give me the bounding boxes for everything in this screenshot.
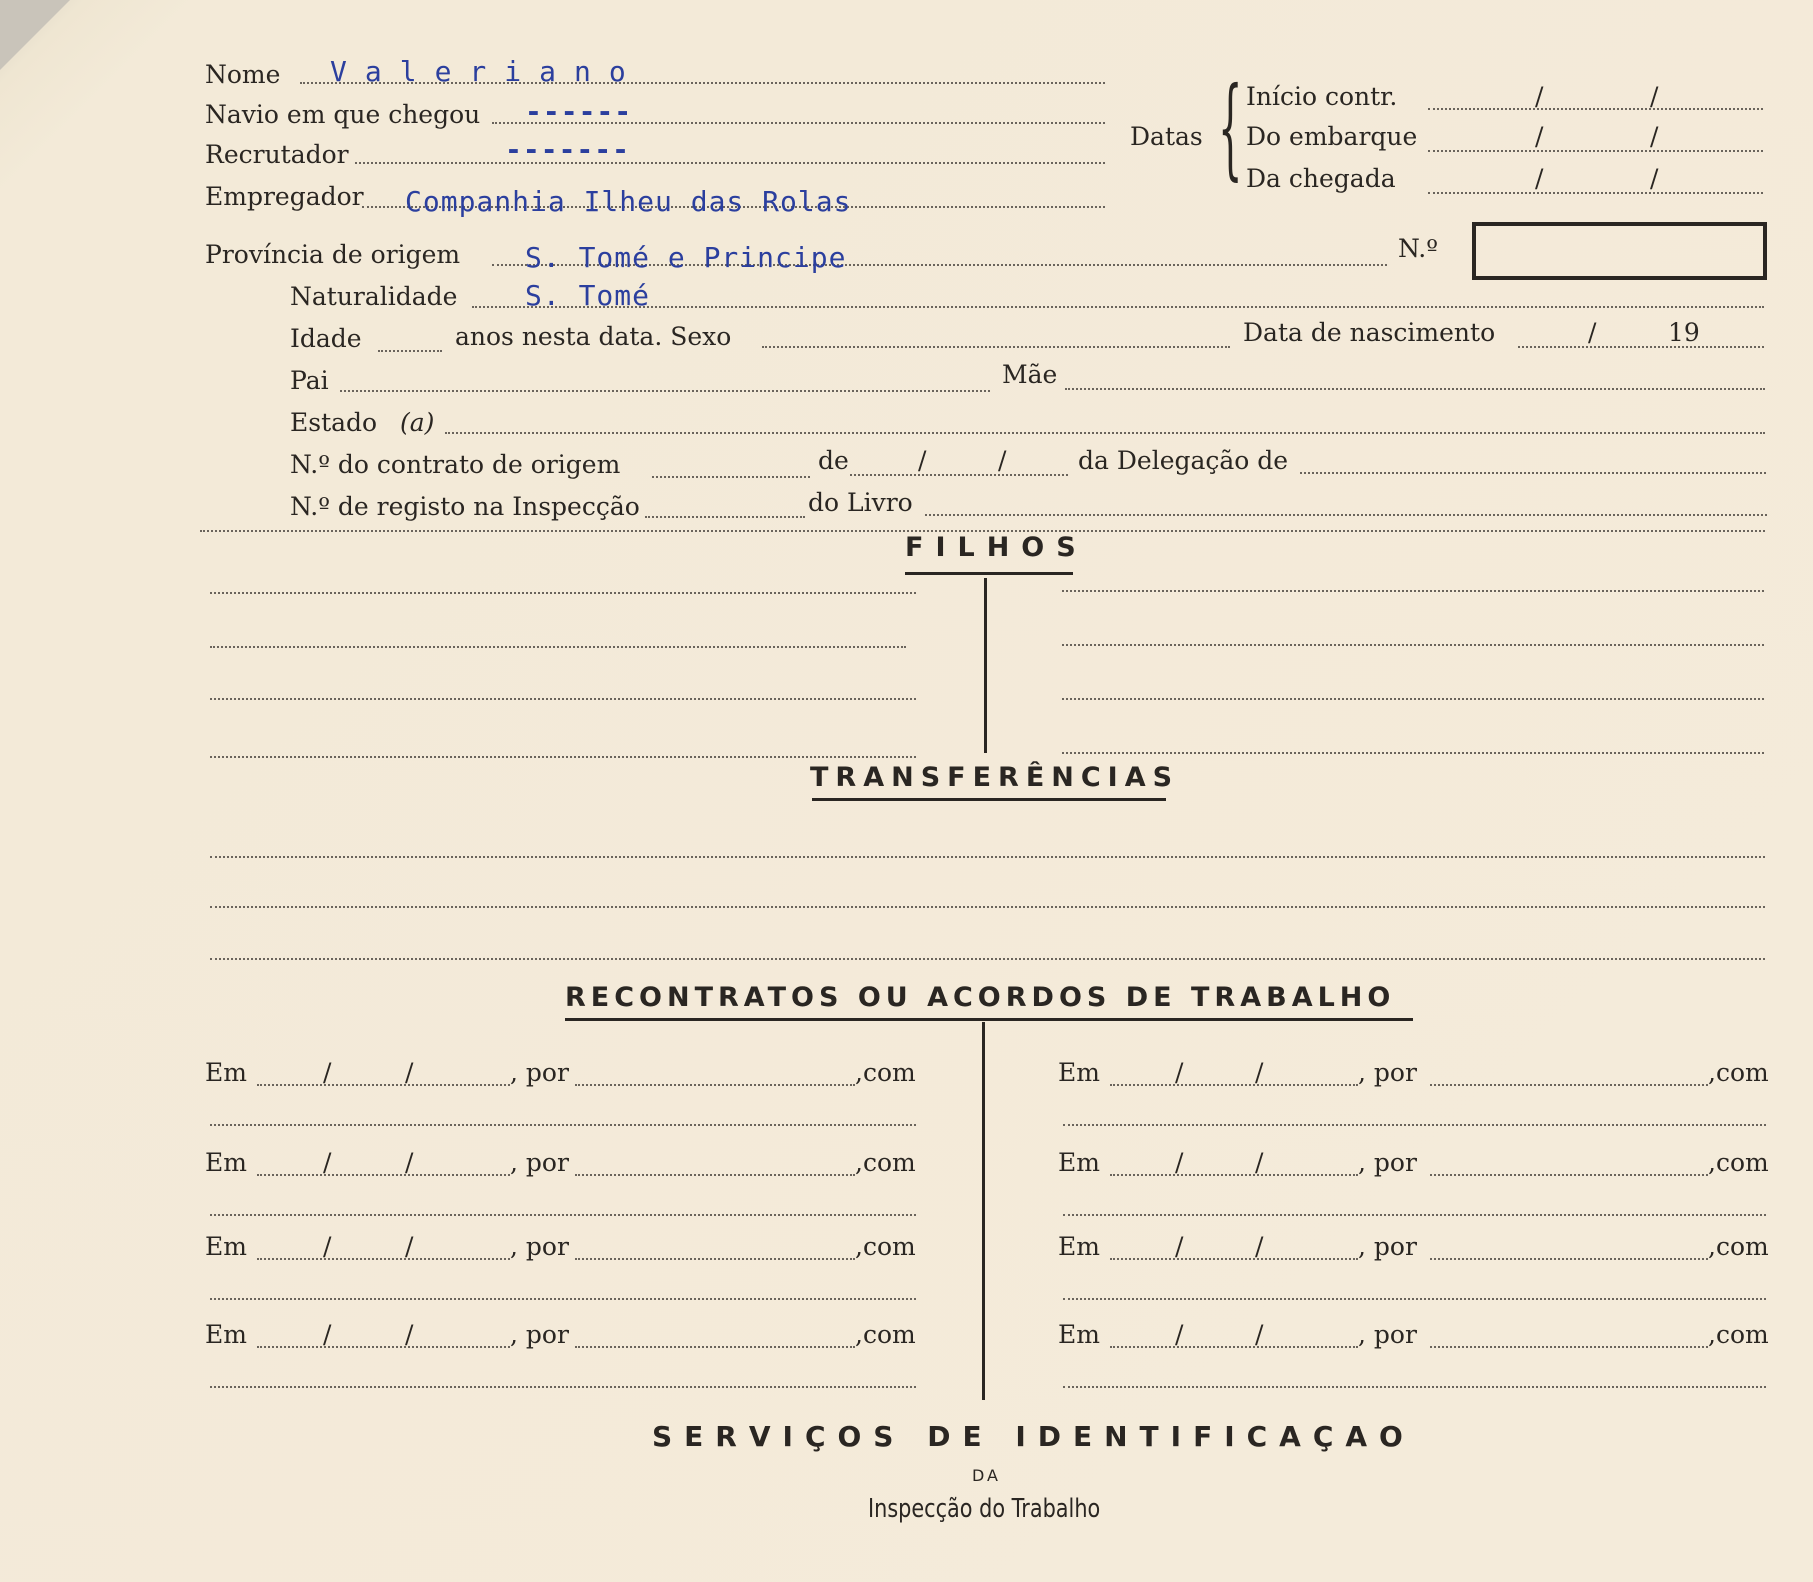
- de-slash-2: /: [998, 446, 1007, 475]
- recontrato-right-date-line[interactable]: [1110, 1084, 1358, 1086]
- recontrato-left-por-line[interactable]: [575, 1258, 855, 1260]
- de-label: de: [818, 446, 849, 475]
- empregador-label: Empregador: [205, 182, 364, 211]
- filhos-heading: FILHOS: [905, 532, 1088, 563]
- filhos-divider: [984, 578, 987, 753]
- inicio-slash-1: /: [1535, 82, 1544, 111]
- embarque-slash-2: /: [1650, 122, 1659, 151]
- recontrato-right-slash-2: /: [1255, 1232, 1264, 1261]
- recontrato-left-slash-2: /: [405, 1058, 414, 1087]
- provincia-label: Província de origem: [205, 240, 461, 269]
- recontrato-left-por-line[interactable]: [575, 1346, 855, 1348]
- recontrato-right-em-label: Em: [1058, 1148, 1100, 1177]
- recontrato-left-detail-line[interactable]: [210, 1124, 916, 1126]
- recontrato-right-em-label: Em: [1058, 1320, 1100, 1349]
- delegacao-line: [1300, 472, 1766, 474]
- numero-box[interactable]: [1472, 222, 1767, 280]
- recontrato-left-slash-2: /: [405, 1148, 414, 1177]
- registo-line: [645, 516, 805, 518]
- idade-label: Idade: [290, 324, 362, 353]
- estado-line: [445, 432, 1765, 434]
- recontrato-left-date-line[interactable]: [257, 1258, 510, 1260]
- recontrato-left-slash-1: /: [323, 1058, 332, 1087]
- recontrato-left-com-label: ,com: [855, 1232, 916, 1261]
- recontratos-divider: [982, 1022, 985, 1400]
- recontrato-left-por-line[interactable]: [575, 1084, 855, 1086]
- recontrato-left-em-label: Em: [205, 1320, 247, 1349]
- recontrato-left-por-label: , por: [510, 1232, 569, 1261]
- recontrato-right-slash-1: /: [1175, 1320, 1184, 1349]
- recontrato-left-por-label: , por: [510, 1320, 569, 1349]
- chegada-slash-2: /: [1650, 164, 1659, 193]
- estado-label: Estado: [290, 408, 378, 437]
- navio-value[interactable]: ------: [525, 95, 633, 128]
- recontrato-left-detail-line[interactable]: [210, 1386, 916, 1388]
- page-corner: [0, 0, 70, 70]
- footer-da: DA: [972, 1466, 1001, 1485]
- recontrato-left-slash-1: /: [323, 1232, 332, 1261]
- transferencias-line-3: [210, 958, 1765, 960]
- recontrato-right-por-label: , por: [1358, 1058, 1417, 1087]
- recontrato-right-slash-1: /: [1175, 1232, 1184, 1261]
- embarque-line: [1428, 150, 1763, 152]
- footer-subtitle: Inspecção do Trabalho: [868, 1494, 1101, 1524]
- nascimento-line: [1518, 346, 1764, 348]
- inicio-label: Início contr.: [1246, 82, 1398, 111]
- provincia-value[interactable]: S. Tomé e Principe: [525, 241, 847, 274]
- recontrato-left-date-line[interactable]: [257, 1174, 510, 1176]
- filhos-left-line-1: [210, 592, 916, 594]
- contrato-line: [652, 476, 810, 478]
- recontrato-right-date-line[interactable]: [1110, 1174, 1358, 1176]
- nascimento-label: Data de nascimento: [1243, 318, 1496, 347]
- recontrato-right-com-label: ,com: [1708, 1232, 1769, 1261]
- chegada-slash-1: /: [1535, 164, 1544, 193]
- nascimento-slash: /: [1588, 318, 1597, 347]
- sexo-line: [762, 346, 1230, 348]
- filhos-right-line-1: [1062, 590, 1764, 592]
- de-slash-1: /: [918, 446, 927, 475]
- filhos-right-line-3: [1062, 698, 1764, 700]
- livro-label: do Livro: [808, 488, 913, 517]
- recontrato-right-detail-line[interactable]: [1063, 1214, 1766, 1216]
- recontrato-left-detail-line[interactable]: [210, 1298, 916, 1300]
- filhos-left-line-3: [210, 698, 916, 700]
- recontratos-underline: [565, 1018, 1413, 1021]
- transferencias-line-1: [210, 856, 1765, 858]
- recontrato-left-por-label: , por: [510, 1058, 569, 1087]
- datas-brace: {: [1218, 63, 1243, 191]
- pai-line: [340, 390, 990, 392]
- transferencias-heading: TRANSFERÊNCIAS: [810, 762, 1180, 793]
- recontrato-right-por-line[interactable]: [1430, 1346, 1708, 1348]
- recontrato-right-detail-line[interactable]: [1063, 1124, 1766, 1126]
- recontrato-left-com-label: ,com: [855, 1320, 916, 1349]
- footer-title: SERVIÇOS DE IDENTIFICAÇAO: [652, 1420, 1415, 1453]
- recontrato-right-por-label: , por: [1358, 1232, 1417, 1261]
- mae-line: [1065, 388, 1765, 390]
- recontrato-left-date-line[interactable]: [257, 1346, 510, 1348]
- recontrato-right-em-label: Em: [1058, 1058, 1100, 1087]
- delegacao-label: da Delegação de: [1078, 446, 1289, 475]
- inicio-line: [1428, 108, 1763, 110]
- recontrato-right-por-label: , por: [1358, 1320, 1417, 1349]
- filhos-left-line-4: [210, 756, 916, 758]
- pai-label: Pai: [290, 366, 329, 395]
- recontratos-heading: RECONTRATOS OU ACORDOS DE TRABALHO: [565, 982, 1396, 1013]
- estado-note: (a): [400, 408, 435, 437]
- mae-label: Mãe: [1002, 360, 1058, 389]
- recontrato-left-com-label: ,com: [855, 1148, 916, 1177]
- recontrato-right-por-line[interactable]: [1430, 1258, 1708, 1260]
- chegada-line: [1428, 192, 1763, 194]
- filhos-right-line-4: [1062, 752, 1764, 754]
- livro-line: [925, 514, 1767, 516]
- recontrato-right-slash-2: /: [1255, 1320, 1264, 1349]
- recontrato-right-com-label: ,com: [1708, 1148, 1769, 1177]
- recontrato-left-em-label: Em: [205, 1058, 247, 1087]
- registo-label: N.º de registo na Inspecção: [290, 492, 640, 521]
- recontrato-right-por-label: , por: [1358, 1148, 1417, 1177]
- recontrato-right-em-label: Em: [1058, 1232, 1100, 1261]
- nascimento-year: 19: [1668, 318, 1700, 347]
- recontrato-left-por-line[interactable]: [575, 1174, 855, 1176]
- recrutador-label: Recrutador: [205, 140, 349, 169]
- filhos-left-line-2: [210, 646, 906, 648]
- nome-value[interactable]: Valeriano: [330, 55, 644, 88]
- navio-label: Navio em que chegou: [205, 100, 481, 129]
- filhos-right-line-2: [1062, 644, 1764, 646]
- embarque-slash-1: /: [1535, 122, 1544, 151]
- recontrato-right-slash-1: /: [1175, 1148, 1184, 1177]
- recontrato-left-date-line[interactable]: [257, 1084, 510, 1086]
- recontrato-right-slash-2: /: [1255, 1058, 1264, 1087]
- recontrato-left-por-label: , por: [510, 1148, 569, 1177]
- recontrato-left-com-label: ,com: [855, 1058, 916, 1087]
- recontrato-right-por-line[interactable]: [1430, 1174, 1708, 1176]
- chegada-label: Da chegada: [1246, 164, 1396, 193]
- contrato-label: N.º do contrato de origem: [290, 450, 621, 479]
- numero-label: N.º: [1398, 234, 1438, 263]
- filhos-underline: [905, 572, 1073, 575]
- recontrato-right-slash-1: /: [1175, 1058, 1184, 1087]
- nome-label: Nome: [205, 60, 281, 89]
- transferencias-underline: [812, 798, 1166, 801]
- inicio-slash-2: /: [1650, 82, 1659, 111]
- naturalidade-value[interactable]: S. Tomé: [525, 279, 651, 312]
- recontrato-right-detail-line[interactable]: [1063, 1298, 1766, 1300]
- recontrato-right-slash-2: /: [1255, 1148, 1264, 1177]
- recontrato-left-detail-line[interactable]: [210, 1214, 916, 1216]
- recrutador-line: [355, 162, 1105, 164]
- recontrato-right-date-line[interactable]: [1110, 1258, 1358, 1260]
- naturalidade-line: [472, 306, 1764, 308]
- datas-label: Datas: [1130, 122, 1203, 151]
- recontrato-right-com-label: ,com: [1708, 1320, 1769, 1349]
- recontrato-right-por-line[interactable]: [1430, 1084, 1708, 1086]
- recrutador-value[interactable]: -------: [505, 133, 631, 166]
- recontrato-left-em-label: Em: [205, 1148, 247, 1177]
- naturalidade-label: Naturalidade: [290, 282, 458, 311]
- empregador-value[interactable]: Companhia Ilheu das Rolas: [405, 185, 852, 218]
- recontrato-right-detail-line[interactable]: [1063, 1386, 1766, 1388]
- de-line: [850, 474, 1068, 476]
- anos-sexo-label: anos nesta data. Sexo: [455, 322, 732, 351]
- embarque-label: Do embarque: [1246, 122, 1418, 151]
- recontrato-right-date-line[interactable]: [1110, 1346, 1358, 1348]
- recontrato-left-slash-2: /: [405, 1320, 414, 1349]
- recontrato-left-em-label: Em: [205, 1232, 247, 1261]
- recontrato-left-slash-1: /: [323, 1320, 332, 1349]
- transferencias-line-2: [210, 906, 1765, 908]
- idade-line: [378, 350, 442, 352]
- recontrato-right-com-label: ,com: [1708, 1058, 1769, 1087]
- recontrato-left-slash-2: /: [405, 1232, 414, 1261]
- recontrato-left-slash-1: /: [323, 1148, 332, 1177]
